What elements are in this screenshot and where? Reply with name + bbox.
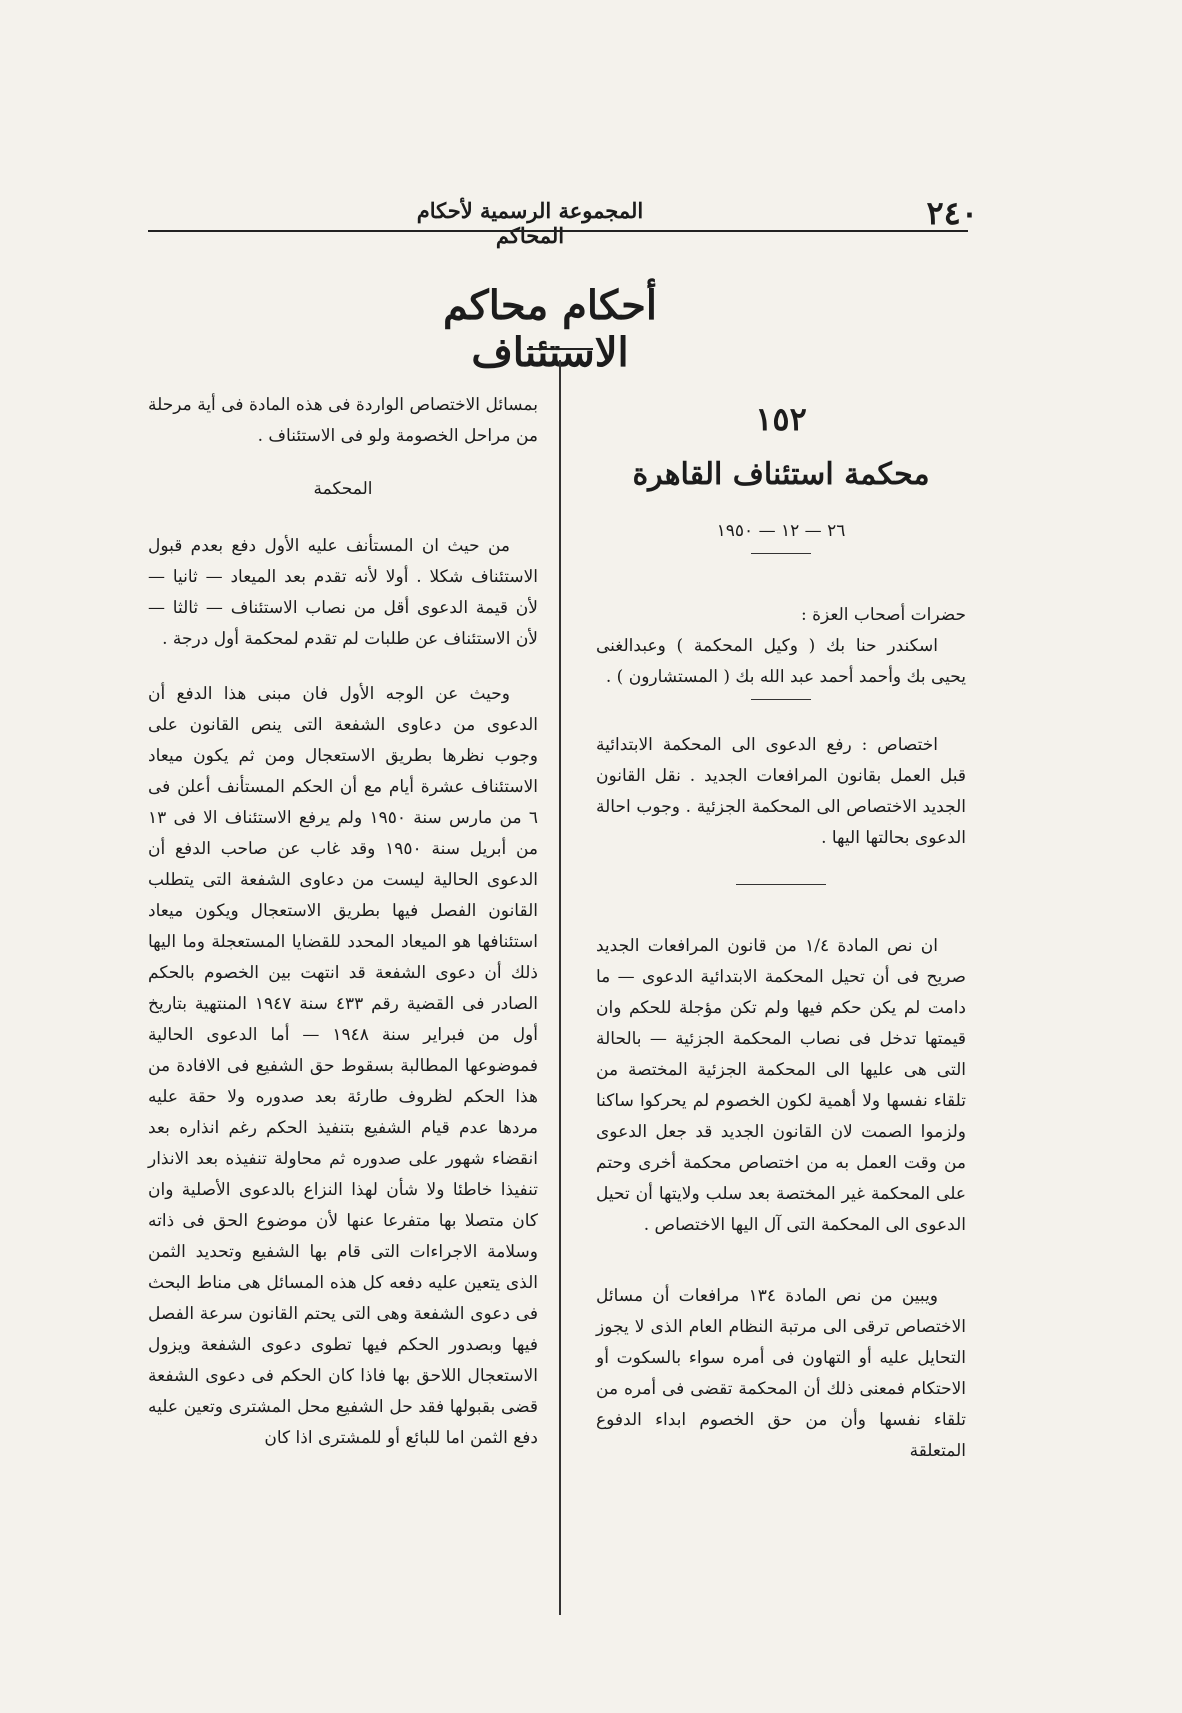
right-column [596, 400, 966, 1467]
principle-paragraph-2: ويبين من نص المادة ١٣٤ مرافعات أن مسائل الاختصاص ترقى الى مرتبة النظام العام الذى لا يجوز التحايل عليه أو التهاون فى أمره سواء بالسكوت أو الاحتكام فمعنى ذلك أن المحكمة تقضى فى أمره من تلقاء نفسها وأن من حق الخصوم ابداء الدفوع المتعلقة [596, 1286, 966, 1461]
running-header-title: المجموعة الرسمية لأحكام المحاكم [416, 198, 644, 248]
date-rule [751, 553, 811, 554]
judges-intro: حضرات أصحاب العزة : [800, 605, 966, 625]
court-label: المحكمة [313, 479, 373, 499]
header-rule [148, 230, 968, 232]
section-title: أحكام محاكم الاستئناف [443, 282, 657, 376]
judges-rule [751, 699, 811, 700]
continuation-text: بمسائل الاختصاص الواردة فى هذه المادة فى أية مرحلة من مراحل الخصومة ولو فى الاستئناف . [148, 395, 538, 446]
case-number: ١٥٢ [755, 400, 807, 438]
judgment-date: ٢٦ — ١٢ — ١٩٥٠ [716, 521, 846, 541]
summary-rule [736, 884, 826, 885]
column-divider [559, 360, 561, 1615]
section-title-rule [527, 348, 593, 350]
case-summary: اختصاص : رفع الدعوى الى المحكمة الابتدائية قبل العمل بقانون المرافعات الجديد . نقل القانون الجديد الاختصاص الى المحكمة الجزئية . وجوب احالة الدعوى بحالتها اليها . [596, 735, 966, 848]
reasoning-paragraph-1: من حيث ان المستأنف عليه الأول دفع بعدم قبول الاستئناف شكلا . أولا لأنه تقدم بعد الميعاد — ثانيا — لأن قيمة الدعوى أقل من نصاب الاستئناف — ثالثا — لأن الاستئناف عن طلبات لم تقدم لمحكمة أول درجة . [148, 536, 538, 649]
court-name: محكمة استئناف القاهرة [632, 457, 930, 492]
judges-list: اسكندر حنا بك ( وكيل المحكمة ) وعبدالغنى يحيى بك وأحمد أحمد عبد الله بك ( المستشارون ) . [596, 636, 966, 687]
reasoning-paragraph-2: وحيث عن الوجه الأول فان مبنى هذا الدفع أن الدعوى من دعاوى الشفعة التى ينص القانون على وجوب نظرها بطريق الاستعجال ومن ثم يكون ميعاد الاستئناف عشرة أيام مع أن الحكم المستأنف أعلن فى ٦ من مارس سنة ١٩٥٠ ولم يرفع الاستئناف الا فى ١٣ من أبريل سنة ١٩٥٠ وقد غاب عن صاحب الدفع أن الدعوى الحالية ليست من دعاوى الشفعة التى يتطلب القانون الفصل فيها بطريق الاستعجال ويكون ميعاد استئنافها هو الميعاد المحدد للقضايا المستعجلة وما اليها ذلك أن دعوى الشفعة قد انتهت بين الخصوم بالحكم الصادر فى القضية رقم ٤٣٣ سنة ١٩٤٧ المنتهية بتاريخ أول من فبراير سنة ١٩٤٨ — أما الدعوى الحالية فموضوعها المطالبة بسقوط حق الشفيع فى الافادة من هذا الحكم لظروف طارئة بعد صدوره ولا حقة عليه مردها عدم قيام الشفيع بتنفيذ الحكم رغم انذاره بعد انقضاء شهور على صدوره ثم محاولة تنفيذه بعد الانذار تنفيذا خاطئا ولا شأن لهذا النزاع بالدعوى الأصلية وان كان متصلا بها متفرعا عنها لأن موضوع الحق فى ذاته وسلامة الاجراءات التى قام بها الشفيع وتحديد الثمن الذى يتعين عليه دفعه كل هذه المسائل هى مناط البحث فى دعوى الشفعة وهى التى يحتم القانون سرعة الفصل فيها وبصدور الحكم فيها تطوى دعوى الشفعة ويزول الاستعجال اللاحق بها فاذا كان الحكم فى دعوى الشفعة قضى بقبولها فقد حل الشفيع محل المشترى وتعين عليه دفع الثمن اما للبائع أو للمشترى اذا كان [148, 684, 539, 1448]
principle-paragraph-1: ان نص المادة ١/٤ من قانون المرافعات الجديد صريح فى أن تحيل المحكمة الابتدائية الدعوى — ما دامت لم يكن حكم فيها ولم تكن مؤجلة للحكم وان قيمتها تدخل فى نصاب المحكمة الجزئية — بالحالة التى هى عليها الى المحكمة الجزئية المختصة من تلقاء نفسها ولا أهمية لكون الخصوم لم يحركوا ساكنا ولزموا الصمت لان القانون الجديد قد جعل الدعوى من وقت العمل به من اختصاص محكمة أخرى وحتم على المحكمة غير المختصة بعد سلب ولايتها أن تحيل الدعوى الى المحكمة التى آل اليها الاختصاص . [596, 936, 966, 1235]
page-number: ٢٤٠ [926, 194, 978, 232]
left-column [148, 390, 538, 1454]
